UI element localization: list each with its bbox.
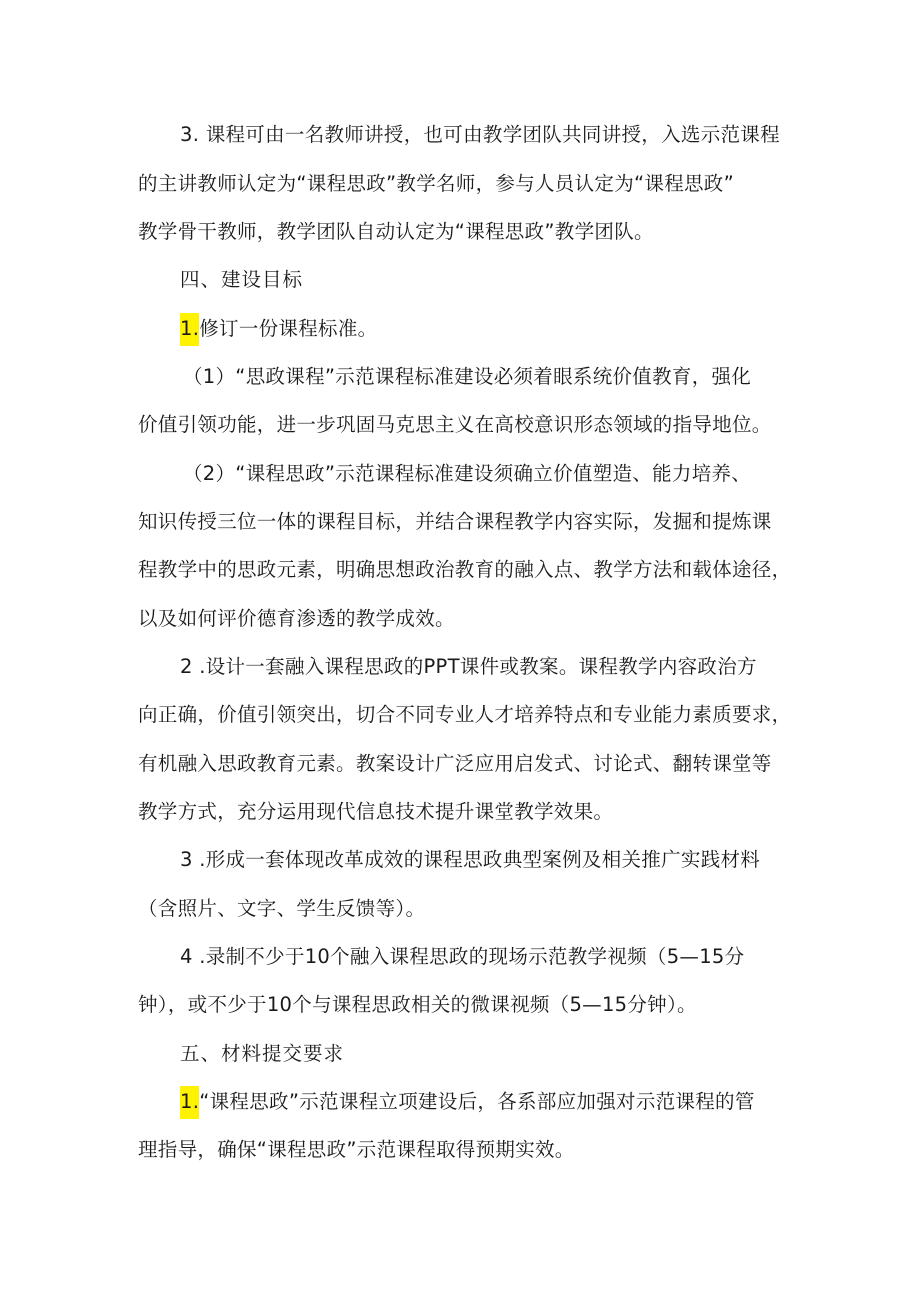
paragraph-line: 价值引领功能，进一步巩固马克思主义在高校意识形态领域的指导地位。 [138,413,772,436]
paragraph-line: 3. 课程可由一名教师讲授，也可由教学团队共同讲授，入选示范课程 [180,123,780,146]
paragraph-line: 教学方式，充分运用现代信息技术提升课堂教学效果。 [138,800,614,823]
goal-1-line [180,315,377,343]
goal-1-text: 修订一份课程标准。 [199,317,378,340]
paragraph-line: （含照片、文字、学生反馈等）。 [138,897,426,920]
material-1-text: “课程思政”示范课程立项建设后，各系部应加强对示范课程的管 [199,1090,755,1113]
paragraph-line: 向正确，价值引领突出，切合不同专业人才培养特点和专业能力素质要求， [138,703,792,726]
paragraph-line: 知识传授三位一体的课程目标，并结合课程教学内容实际，发掘和提炼课 [138,510,772,533]
material-1-line [180,1088,755,1116]
section-heading-5: 五、材料提交要求 [180,1042,345,1065]
paragraph-line: （2）“课程思政”示范课程标准建设须确立价值塑造、能力培养、 [183,462,752,485]
paragraph-line: 理指导，确保“课程思政”示范课程取得预期实效。 [138,1138,575,1161]
section-heading-4: 四、建设目标 [180,268,304,291]
goal-1-number: 1. [180,313,199,346]
paragraph-line: （1）“思政课程”示范课程标准建设必须着眼系统价值教育，强化 [183,365,752,388]
paragraph-line: 有机融入思政教育元素。教案设计广泛应用启发式、讨论式、翻转课堂等 [138,752,772,775]
paragraph-line: 2 .设计一套融入课程思政的PPT课件或教案。课程教学内容政治方 [180,655,757,678]
paragraph-line: 程教学中的思政元素，明确思想政治教育的融入点、教学方法和载体途径， [138,558,792,581]
material-1-number: 1. [180,1086,199,1119]
paragraph-line: 4 .录制不少于10个融入课程思政的现场示范教学视频（5—15分 [180,945,745,968]
paragraph-line: 钟），或不少于10个与课程思政相关的微课视频（5—15分钟）。 [138,993,697,1016]
paragraph-line: 的主讲教师认定为“课程思政”教学名师，参与人员认定为“课程思政” [138,172,735,195]
paragraph-line: 教学骨干教师，教学团队自动认定为“课程思政”教学团队。 [138,220,654,243]
paragraph-line: 3 .形成一套体现改革成效的课程思政典型案例及相关推广实践材料 [180,848,761,871]
paragraph-line: 以及如何评价德育渗透的教学成效。 [138,607,455,630]
